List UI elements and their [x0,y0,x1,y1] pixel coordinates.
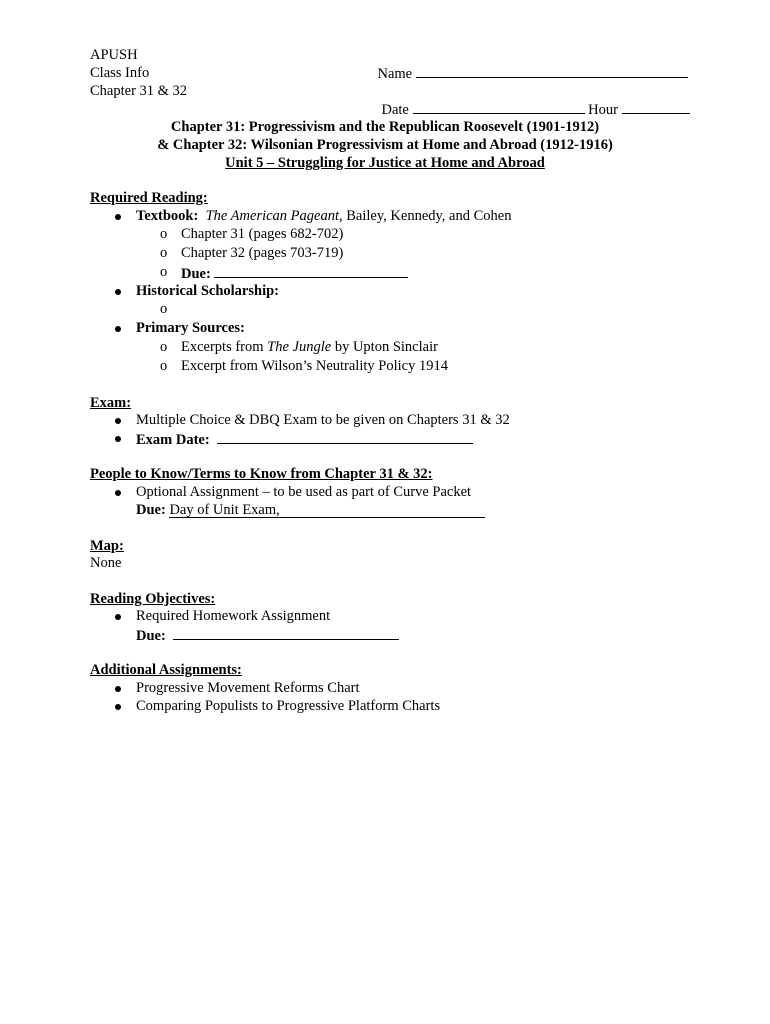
reading-due-field[interactable] [181,264,408,283]
sub-bullet-icon: o [160,301,168,317]
bullet-icon [115,686,121,692]
map-value: None [90,555,122,571]
required-reading-heading: Required Reading: [90,190,208,206]
people-heading: People to Know/Terms to Know from Chapter 31 & 32: [90,466,433,482]
textbook-authors: , Bailey, Kennedy, and Cohen [339,208,512,224]
additional-item-2: Comparing Populists to Progressive Platform Charts [136,698,441,714]
sub-bullet-icon: o [160,226,168,242]
people-due-field[interactable] [136,502,485,519]
title-line-2: & Chapter 32: Wilsonian Progressivism at Home and Abroad (1912-1916) [157,137,613,153]
name-label: Name [377,66,413,82]
hour-label: Hour [588,102,618,118]
exam-heading: Exam: [90,395,132,411]
title-line-1: Chapter 31: Progressivism and the Republican Roosevelt (1901-1912) [170,119,600,135]
chapters-label: Chapter 31 & 32 [90,83,188,99]
textbook-item [136,208,511,225]
people-due-value-line[interactable] [169,503,485,518]
chapter31-item: Chapter 31 (pages 682-702) [181,226,344,242]
date-blank[interactable] [413,100,585,114]
primary-source-1-title: The Jungle [267,339,332,355]
primary-source-1-suffix: by Upton Sinclair [331,339,438,355]
textbook-label: Textbook: [136,208,199,224]
exam-date-field[interactable] [136,430,473,449]
primary-source-2: Excerpt from Wilson’s Neutrality Policy 1914 [181,358,448,374]
additional-item-1: Progressive Movement Reforms Chart [136,680,360,696]
bullet-icon [115,436,121,442]
bullet-icon [115,614,121,620]
primary-source-1 [181,339,438,356]
exam-item: Multiple Choice & DBQ Exam to be given on Chapters 31 & 32 [136,412,510,428]
people-item: Optional Assignment – to be used as part of Curve Packet [136,484,472,500]
exam-date-label: Exam Date: [136,432,210,448]
reading-due-label: Due: [181,266,211,282]
name-blank[interactable] [416,64,688,78]
hour-blank[interactable] [622,100,690,114]
sub-bullet-icon: o [160,339,168,355]
bullet-icon [115,490,121,496]
bullet-icon [115,418,121,424]
sub-bullet-icon: o [160,264,168,280]
date-label: Date [381,102,409,118]
class-info-label: Class Info [90,65,150,81]
sub-bullet-icon: o [160,358,168,374]
additional-heading: Additional Assignments: [90,662,242,678]
historical-scholarship-label: Historical Scholarship: [136,283,279,299]
reading-objectives-item: Required Homework Assignment [136,608,331,624]
people-due-value: Day of Unit Exam, [169,502,280,518]
title-line-3-wrap [0,155,770,173]
bullet-icon [115,289,121,295]
primary-source-1-prefix: Excerpts from [181,339,268,355]
reading-due-blank[interactable] [214,264,408,278]
reading-objectives-due-field[interactable] [136,626,399,645]
exam-date-blank[interactable] [217,430,473,444]
sub-bullet-icon: o [160,245,168,261]
bullet-icon [115,326,121,332]
textbook-title: The American Pageant [205,208,339,224]
reading-objectives-heading: Reading Objectives: [90,591,216,607]
people-due-label: Due: [136,502,166,518]
title-line-3: Unit 5 – Struggling for Justice at Home and Abroad [225,155,545,171]
reading-objectives-due-label: Due: [136,628,166,644]
primary-sources-label: Primary Sources: [136,320,245,336]
reading-objectives-due-blank[interactable] [173,626,399,640]
chapter32-item: Chapter 32 (pages 703-719) [181,245,344,261]
map-heading: Map: [90,538,124,554]
bullet-icon [115,214,121,220]
course-label: APUSH [90,47,138,63]
bullet-icon [115,704,121,710]
